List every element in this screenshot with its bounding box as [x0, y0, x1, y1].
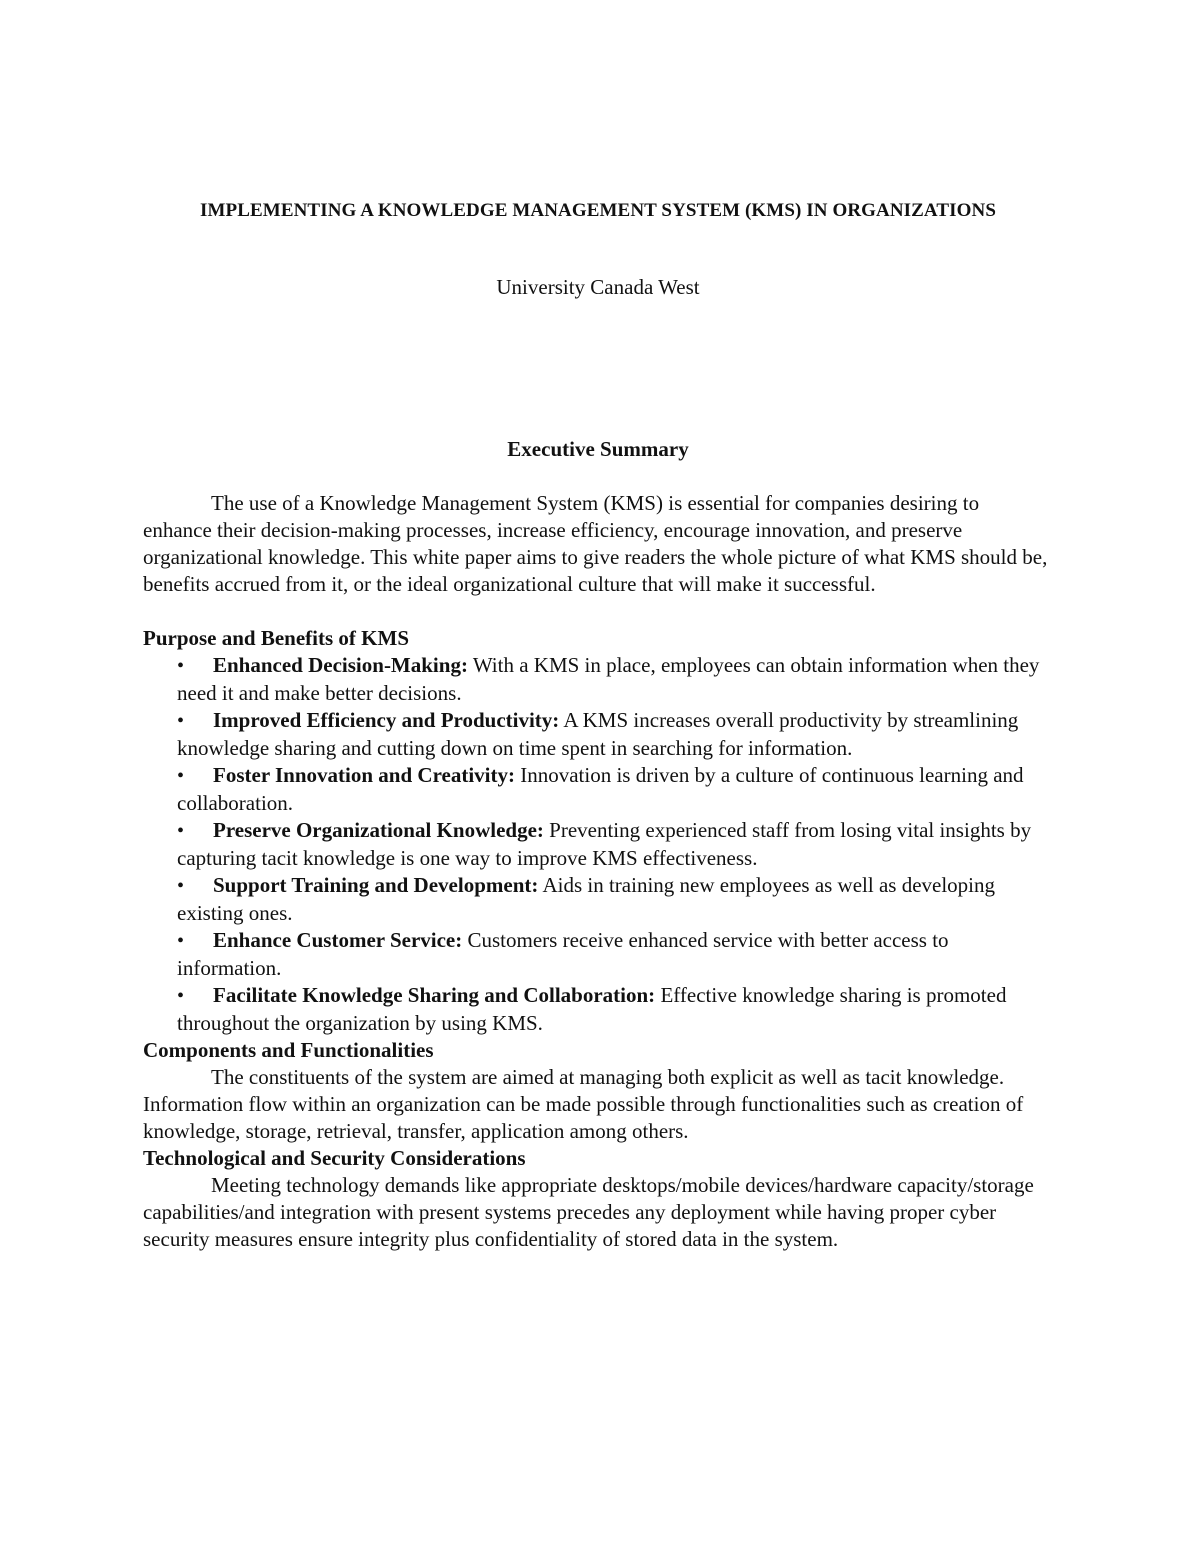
- list-item: [177, 707, 1053, 762]
- list-item-label: Enhanced Decision-Making:: [213, 653, 468, 677]
- list-item-text: A KMS increases overall productivity by streamlining knowledge sharing and cutting down on time spent in searching for information.: [177, 708, 1019, 760]
- list-item-label: Foster Innovation and Creativity:: [213, 763, 515, 787]
- document-body: [143, 196, 1053, 1253]
- list-item-label: Improved Efficiency and Productivity:: [213, 708, 560, 732]
- list-item-text: With a KMS in place, employees can obtain information when they need it and make better decisions.: [177, 653, 1040, 705]
- components-paragraph: The constituents of the system are aimed at managing both explicit as well as tacit knowledge. Information flow within an organization can be made possible through functionalities such as creation of knowledge, storage, retrieval, transfer, application among others.: [143, 1065, 1024, 1143]
- list-item-label: Facilitate Knowledge Sharing and Collaboration:: [213, 983, 656, 1007]
- bullet-icon: •: [177, 765, 185, 787]
- list-item-text: Customers receive enhanced service with better access to information.: [177, 928, 949, 980]
- list-item-label: Support Training and Development:: [213, 873, 539, 897]
- bullet-icon: •: [177, 710, 185, 732]
- purpose-heading: Purpose and Benefits of KMS: [143, 626, 410, 650]
- executive-summary-paragraph: The use of a Knowledge Management System (KMS) is essential for companies desiring to enhance their decision-making processes, increase efficiency, encourage innovation, and preserve organizational knowledge. This white paper aims to give readers the whole picture of what KMS should be, benefits accrued from it, or the ideal organizational culture that will make it successful.: [143, 491, 1048, 596]
- list-item-text: Aids in training new employees as well as developing existing ones.: [177, 873, 996, 925]
- list-item: [177, 927, 1053, 982]
- bullet-icon: •: [177, 985, 185, 1007]
- list-item: [177, 872, 1053, 927]
- list-item-text: Effective knowledge sharing is promoted throughout the organization by using KMS.: [177, 983, 1007, 1035]
- list-item-label: Enhance Customer Service:: [213, 928, 463, 952]
- list-item-label: Preserve Organizational Knowledge:: [213, 818, 544, 842]
- list-item-text: Innovation is driven by a culture of continuous learning and collaboration.: [177, 763, 1024, 815]
- bullet-icon: •: [177, 875, 185, 897]
- benefits-list: [143, 652, 1053, 1037]
- affiliation: University Canada West: [496, 275, 700, 299]
- bullet-icon: •: [177, 930, 185, 952]
- executive-summary-heading: Executive Summary: [507, 437, 689, 461]
- list-item-text: Preventing experienced staff from losing vital insights by capturing tacit knowledge is one way to improve KMS effectiveness.: [177, 818, 1032, 870]
- list-item: [177, 817, 1053, 872]
- components-heading: Components and Functionalities: [143, 1038, 434, 1062]
- technology-paragraph: Meeting technology demands like appropriate desktops/mobile devices/hardware capacity/storage capabilities/and integration with present systems precedes any deployment while having proper cyber security measures ensure integrity plus confidentiality of stored data in the system.: [143, 1173, 1034, 1251]
- bullet-icon: •: [177, 820, 185, 842]
- list-item: [177, 762, 1053, 817]
- list-item: [177, 982, 1053, 1037]
- bullet-icon: •: [177, 655, 185, 677]
- document-title: IMPLEMENTING A KNOWLEDGE MANAGEMENT SYSTEM (KMS) IN ORGANIZATIONS: [200, 200, 996, 221]
- technology-heading: Technological and Security Considerations: [143, 1146, 526, 1170]
- list-item: [177, 652, 1053, 707]
